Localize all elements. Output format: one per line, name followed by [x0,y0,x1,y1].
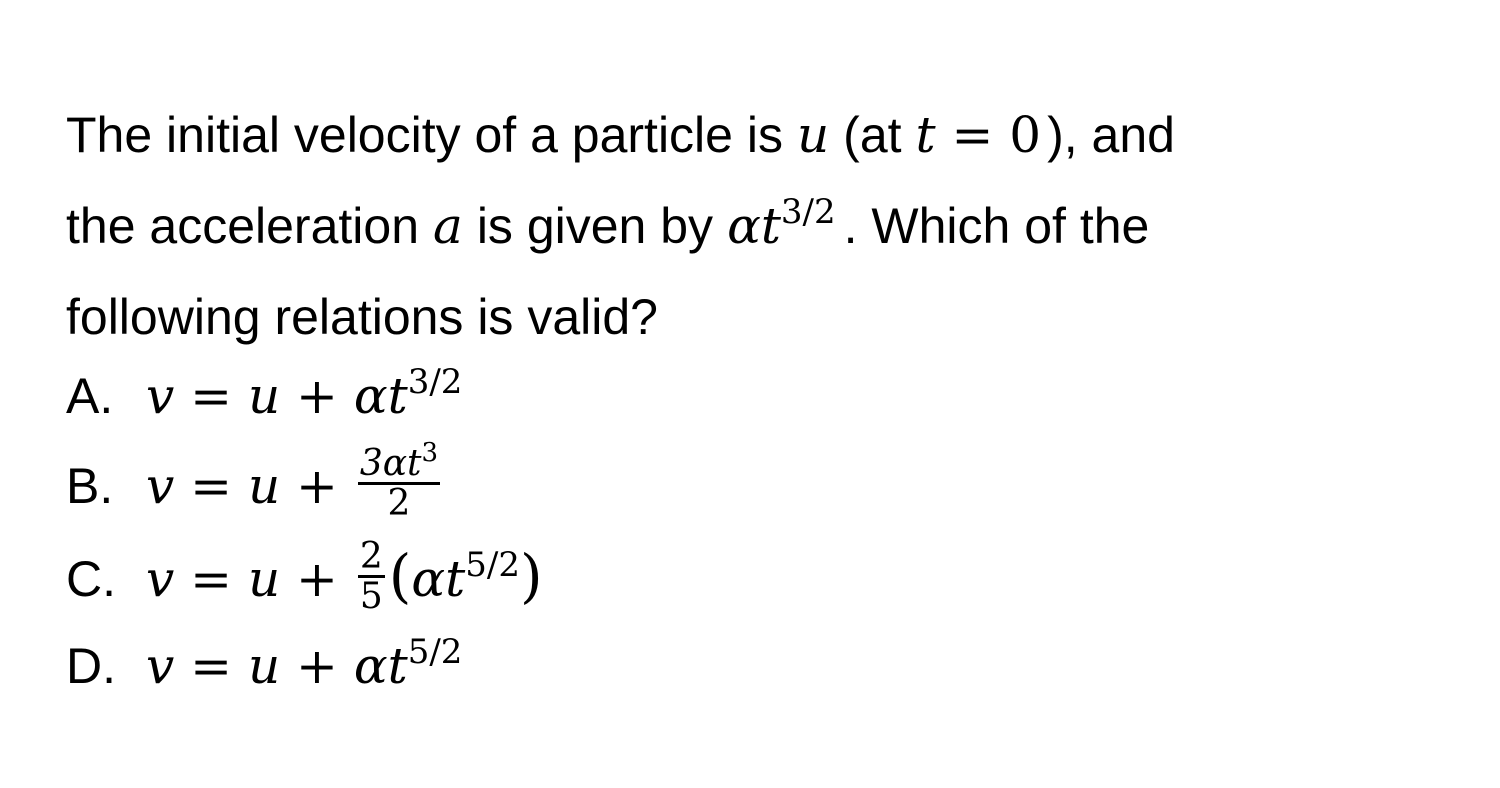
math-fraction [358,437,440,525]
math-alpha-t: αt [353,367,408,425]
math-exponent: 5/2 [465,545,520,585]
question-text-segment: is given by [476,198,714,254]
math-eq-zero: = 0 [935,106,1042,164]
math-var-t: t [915,106,936,164]
math-fraction [358,535,385,618]
math-alpha-t: αt [411,550,466,608]
fraction-denominator: 5 [359,576,383,618]
question-text-segment: ), and [1047,107,1175,163]
numerator-text: 3αt [359,442,422,484]
math-plus: + [280,550,354,608]
option-label: B. [66,458,114,514]
math-plus: + [280,637,354,695]
option-label: A. [66,368,114,424]
math-equals: = [174,550,248,608]
answer-options [66,360,1446,720]
option-label: D. [66,638,116,694]
option-d[interactable] [66,630,1446,720]
math-plus: + [280,367,354,425]
math-alpha-t: αt [727,197,781,255]
math-open-paren: ( [388,542,412,610]
question-text-segment: the acceleration [66,198,420,254]
option-b[interactable] [66,437,1446,540]
math-var-u: u [247,637,281,695]
math-var-v: v [146,457,175,515]
math-equals: = [174,367,248,425]
fraction-numerator: 2 [359,535,383,577]
option-a[interactable] [66,360,1446,450]
question-line-3 [66,272,1446,363]
math-var-u: u [247,550,281,608]
math-alpha-t: αt [353,637,408,695]
fraction-numerator [358,437,440,486]
math-var-a: a [433,197,463,255]
question-line-2 [66,181,1446,272]
math-var-v: v [146,367,175,425]
question-text [66,90,1446,363]
math-exponent: 3 [421,437,439,468]
math-equals: = [174,457,248,515]
option-label: C. [66,551,116,607]
math-var-v: v [146,637,175,695]
question-text-segment: . Which of the [843,198,1150,254]
math-var-u: u [247,457,281,515]
option-c[interactable] [66,535,1446,630]
question-text-segment: following relations is valid? [66,289,658,345]
math-exponent: 5/2 [407,632,463,672]
question-text-segment: (at [843,107,902,163]
math-exponent: 3/2 [407,362,463,402]
math-plus: + [280,457,354,515]
math-exponent: 3/2 [780,192,836,232]
math-equals: = [174,637,248,695]
math-var-u: u [247,367,281,425]
math-close-paren: ) [519,542,543,610]
math-var-u: u [796,106,830,164]
math-var-v: v [146,550,175,608]
question-line-1 [66,90,1446,181]
question-text-segment: The initial velocity of a particle is [66,107,783,163]
fraction-denominator: 2 [387,483,411,525]
